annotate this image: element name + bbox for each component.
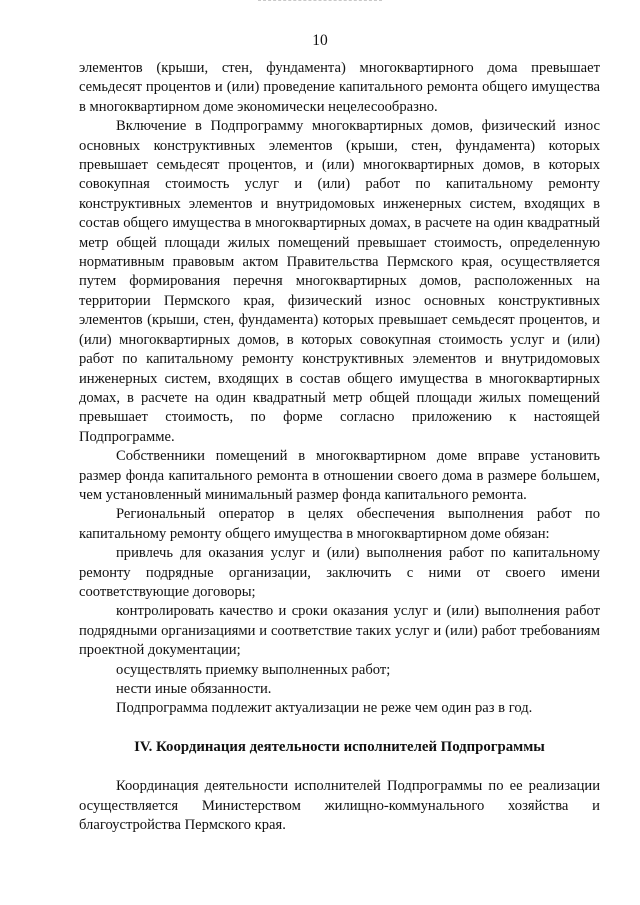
paragraph-owners-fund: Собственники помещений в многоквартирном доме вправе установить размер фонда капитального ремонта в отношении своего дома в размере большем, чем установленный минимальный размер фонда капитального ремонта. bbox=[79, 448, 600, 503]
paragraph-actualization: Подпрограмма подлежит актуализации не реже чем один раз в год. bbox=[116, 700, 533, 717]
page-number: 10 bbox=[312, 32, 328, 49]
duty-item-other: нести иные обязанности. bbox=[116, 681, 272, 697]
paragraph-coordination: Координация деятельности исполнителей Подпрограммы по ее реализации осуществляется Министерством жилищно-коммунального хозяйства и благоустройства Пермского края. bbox=[79, 778, 600, 834]
section-heading: IV. Координация деятельности исполнителей Подпрограммы bbox=[134, 738, 545, 755]
paragraph-inclusion-rule: Включение в Подпрограмму многоквартирных домов, физический износ основных конструктивных элементов (крыши, стен, фундамента) которых превышает семьдесят процентов, и (или) многоквартирных домов, в которых совокупная стоимость услуг и (или) работ по капитальному ремонту конструктивных элементов и внутридомовых инженерных систем, входящих в состав общего имущества в многоквартирных домах, в расчете на один квадратный метр общей площади жилых помещений превышает стоимость, определенную нормативным правовым актом Правительства Пермского края, осуществляется путем формирования перечня многоквартирных домов, расположенных на территории Пермского края, физический износ основных конструктивных элементов (крыши, стен, фундамента) которых превышает семьдесят процентов, и (или) многоквартирных домов, в которых совокупная стоимость услуг и (или) работ по капитальному ремонту конструктивных элементов и внутридомовых инженерных систем, входящих в состав общего имущества в многоквартирных домах, в расчете на один квадратный метр общей площади жилых помещений превышает стоимость, по форме согласно приложению к настоящей Подпрограмме. bbox=[79, 118, 600, 445]
document-body bbox=[79, 59, 600, 835]
paragraph-continuation: элементов (крыши, стен, фундамента) многоквартирного дома превышает семьдесят процентов и (или) проведение капитального ремонта общего имущества в многоквартирном доме экономически нецелесообразно. bbox=[79, 60, 600, 115]
duty-item-acceptance: осуществлять приемку выполненных работ; bbox=[116, 661, 391, 678]
duty-item-quality-control: контролировать качество и сроки оказания услуг и (или) выполнения работ подрядными организациями и соответствие таких услуг и (или) работ требованиям проектной документации; bbox=[79, 603, 600, 659]
duty-item-contractors: привлечь для оказания услуг и (или) выполнения работ по капитальному ремонту подрядные организации, заключить с ними от своего имени соответствующие договоры; bbox=[79, 545, 600, 600]
paragraph-operator-duties: Региональный оператор в целях обеспечения выполнения работ по капитальному ремонту общего имущества в многоквартирном доме обязан: bbox=[79, 506, 600, 542]
top-rule bbox=[258, 0, 382, 1]
